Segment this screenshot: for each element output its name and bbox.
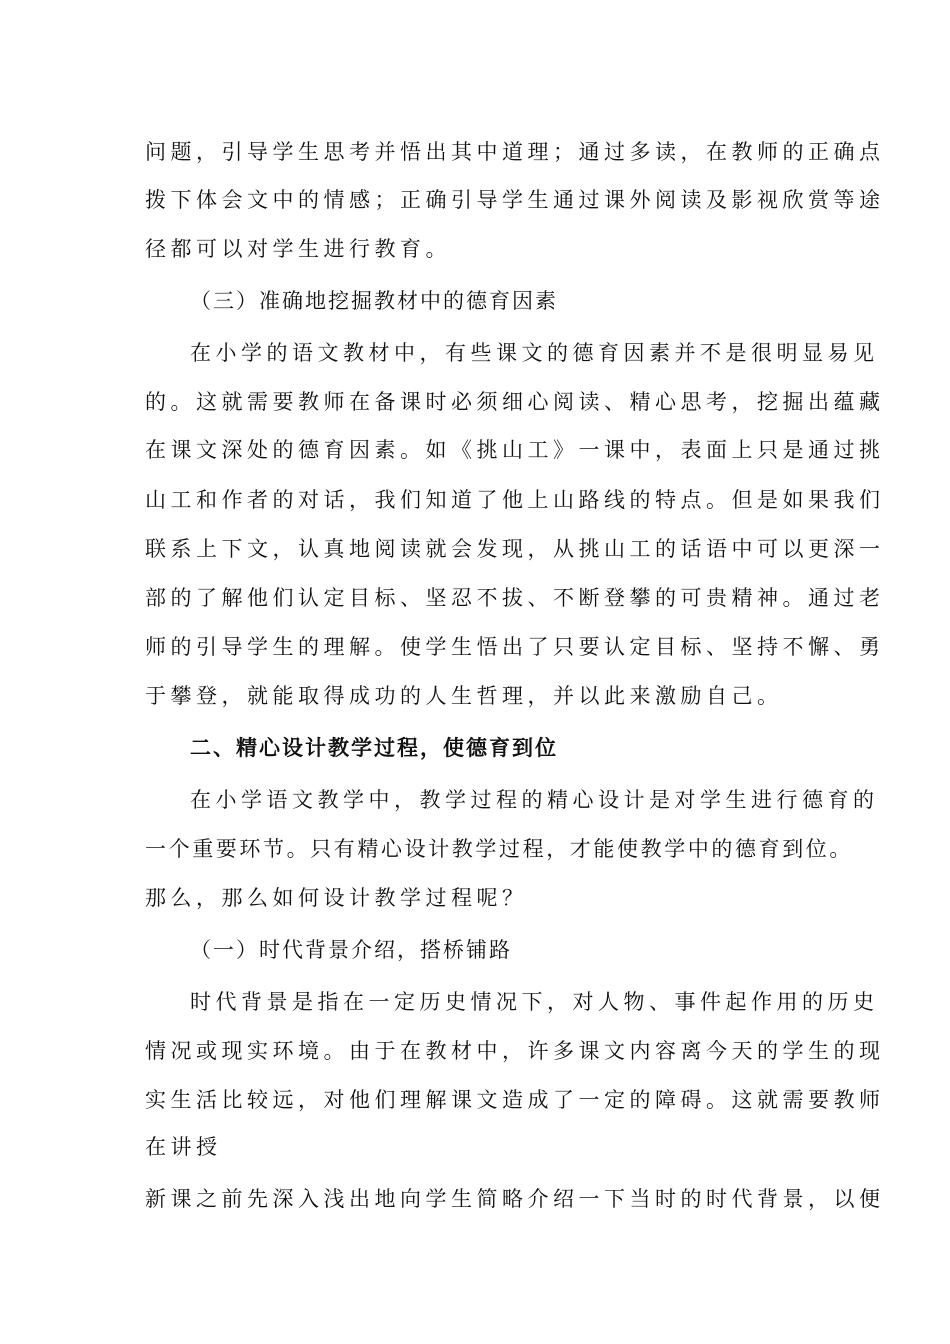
paragraph-line: 在讲授 xyxy=(145,1135,222,1159)
paragraph-line: 联系上下文，认真地阅读就会发现，从挑山工的话语中可以更深一 xyxy=(145,537,885,561)
paragraph-line: 时代背景是指在一定历史情况下，对人物、事件起作用的历史 xyxy=(190,990,879,1014)
paragraph-line: 径都可以对学生进行教育。 xyxy=(145,237,451,261)
paragraph-line: 实生活比较远，对他们理解课文造成了一定的障碍。这就需要教师 xyxy=(145,1088,885,1112)
subsection-heading: （三）准确地挖掘教材中的德育因素 xyxy=(190,289,558,313)
paragraph-line: 山工和作者的对话，我们知道了他上山路线的特点。但是如果我们 xyxy=(145,488,885,512)
paragraph-line: 在课文深处的德育因素。如《挑山工》一课中，表面上只是通过挑 xyxy=(145,438,885,462)
paragraph-line: 部的了解他们认定目标、坚忍不拔、不断登攀的可贵精神。通过老 xyxy=(145,586,885,610)
paragraph-line: 情况或现实环境。由于在教材中，许多课文内容离今天的学生的现 xyxy=(145,1039,885,1063)
paragraph-line: 的。这就需要教师在备课时必须细心阅读、精心思考，挖掘出蕴藏 xyxy=(145,390,885,414)
paragraph-line: 一个重要环节。只有精心设计教学过程，才能使教学中的德育到位。 xyxy=(145,837,853,861)
paragraph-line: 在小学的语文教材中，有些课文的德育因素并不是很明显易见 xyxy=(190,341,879,365)
paragraph-line: 新课之前先深入浅出地向学生简略介绍一下当时的时代背景，以便 xyxy=(145,1187,885,1211)
paragraph-line: 拨下体会文中的情感；正确引导学生通过课外阅读及影视欣赏等途 xyxy=(145,188,885,212)
paragraph-line: 在小学语文教学中，教学过程的精心设计是对学生进行德育的 xyxy=(190,788,879,812)
paragraph-line: 问题，引导学生思考并悟出其中道理；通过多读，在教师的正确点 xyxy=(145,140,885,164)
paragraph-line: 师的引导学生的理解。使学生悟出了只要认定目标、坚持不懈、勇 xyxy=(145,635,885,659)
paragraph-line: 那么，那么如何设计教学过程呢？ xyxy=(145,886,528,910)
paragraph-line: 于攀登，就能取得成功的人生哲理，并以此来激励自己。 xyxy=(145,684,783,708)
section-heading: 二、精心设计教学过程，使德育到位 xyxy=(190,736,558,760)
subsection-heading: （一）时代背景介绍，搭桥铺路 xyxy=(190,938,512,962)
